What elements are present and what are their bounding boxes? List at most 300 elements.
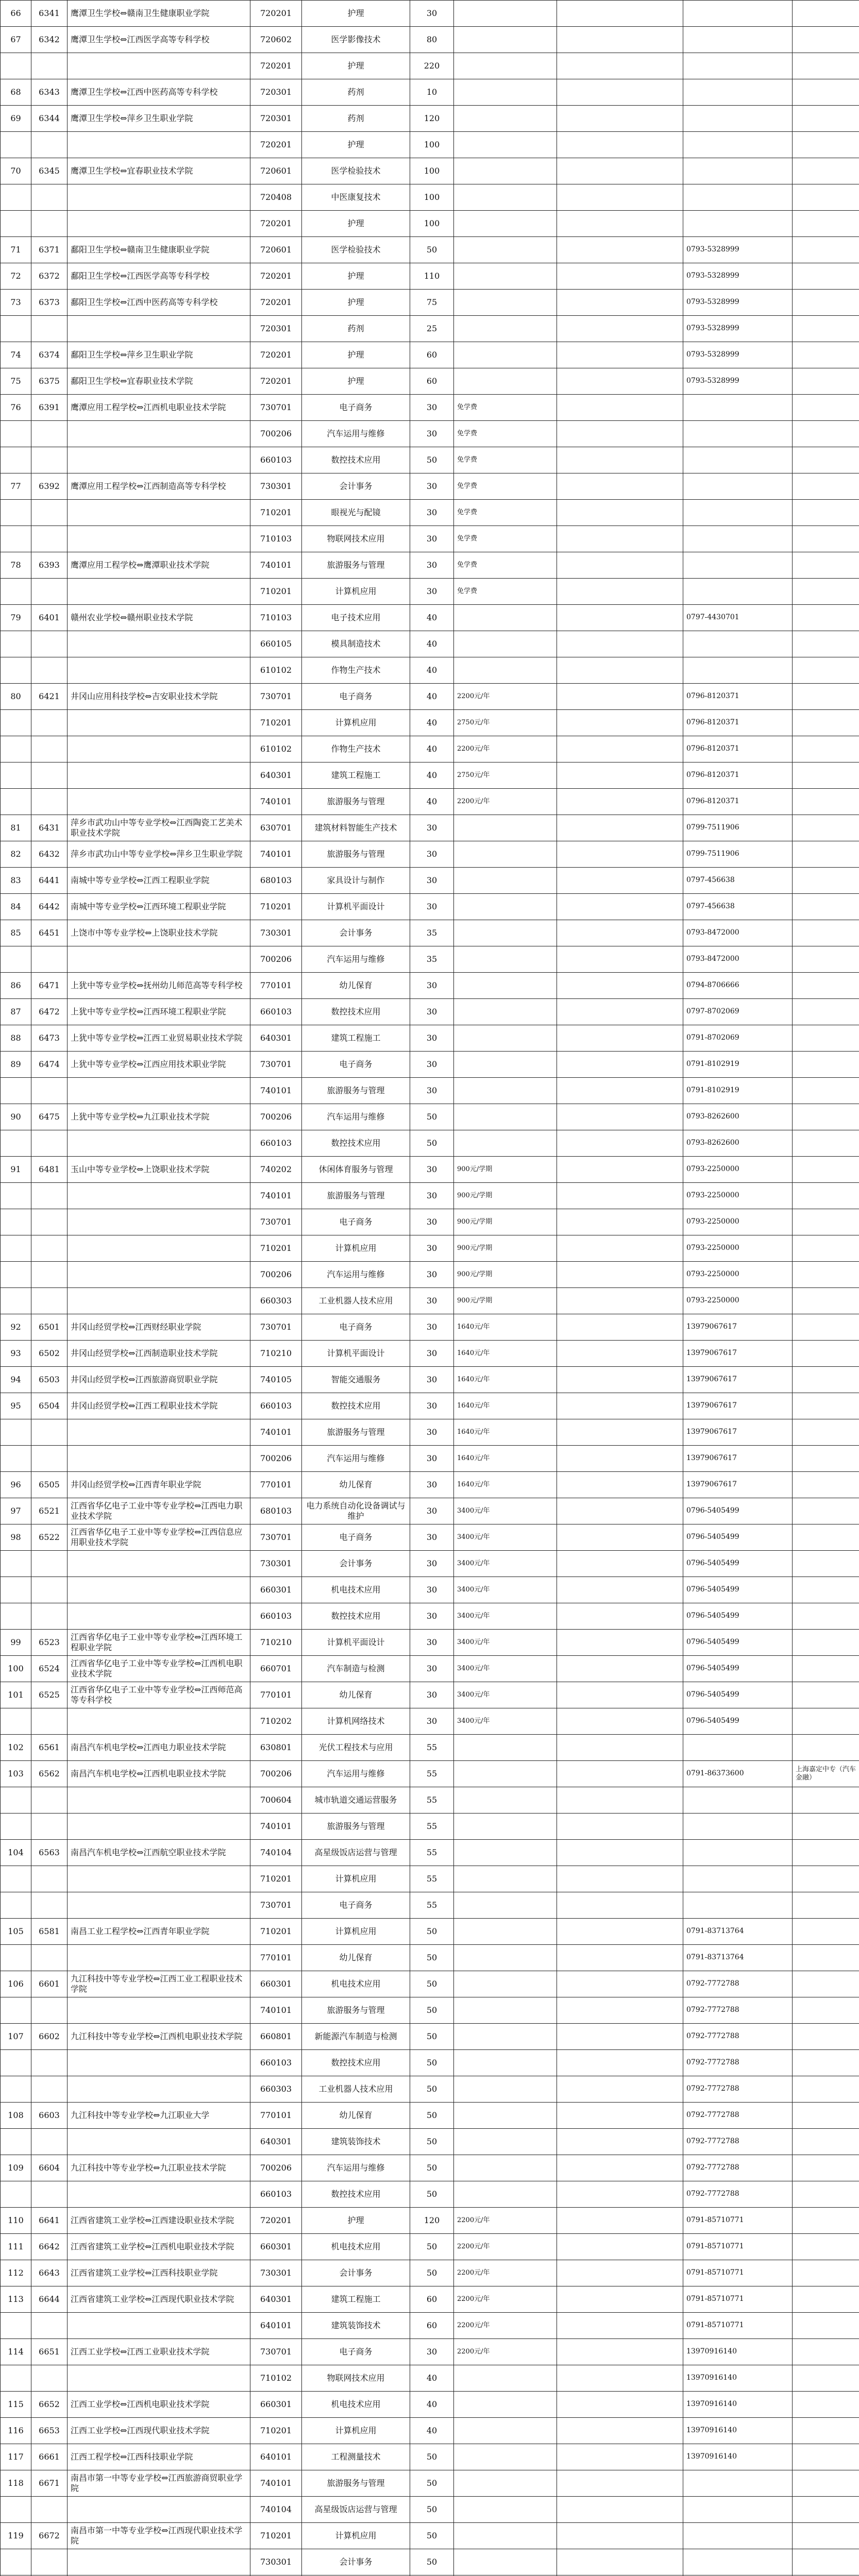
remarks-cell xyxy=(793,1288,859,1314)
accommodation-cell xyxy=(557,447,683,473)
school-pair-cell: 九江科技中等专业学校⇔江西工业工程职业技术学院 xyxy=(68,1971,250,1997)
school-pair-cell: 萍乡市武功山中等专业学校⇔萍乡卫生职业学院 xyxy=(68,841,250,868)
tuition-cell xyxy=(454,605,557,631)
table-row xyxy=(1,1419,859,1446)
table-row xyxy=(1,1183,859,1209)
school-pair-cell xyxy=(68,631,250,657)
school-pair-cell: 鄱阳卫生学校⇔赣南卫生健康职业学院 xyxy=(68,237,250,263)
row-index-cell: 118 xyxy=(1,2470,31,2497)
plan-count-cell: 50 xyxy=(410,2024,454,2050)
remarks-cell xyxy=(793,1157,859,1183)
table-row xyxy=(1,2549,859,2575)
accommodation-cell xyxy=(557,1919,683,1945)
school-code-cell: 6342 xyxy=(31,27,68,53)
school-code-cell xyxy=(31,789,68,815)
phone-cell xyxy=(683,184,793,211)
phone-cell: 0796-5405499 xyxy=(683,1656,793,1682)
row-index-cell: 106 xyxy=(1,1971,31,1997)
phone-cell xyxy=(683,2523,793,2549)
remarks-cell xyxy=(793,1735,859,1761)
accommodation-cell xyxy=(557,2208,683,2234)
accommodation-cell xyxy=(557,762,683,789)
school-code-cell: 6341 xyxy=(31,1,68,27)
row-index-cell: 97 xyxy=(1,1498,31,1524)
plan-count-cell: 30 xyxy=(410,1630,454,1656)
school-code-cell: 6524 xyxy=(31,1656,68,1682)
major-name-cell: 旅游服务与管理 xyxy=(302,1419,410,1446)
remarks-cell xyxy=(793,447,859,473)
tuition-cell xyxy=(454,2181,557,2208)
accommodation-cell xyxy=(557,1288,683,1314)
phone-cell xyxy=(683,579,793,605)
row-index-cell xyxy=(1,1419,31,1446)
table-row xyxy=(1,1840,859,1866)
row-index-cell: 113 xyxy=(1,2286,31,2313)
accommodation-cell xyxy=(557,631,683,657)
major-name-cell: 计算机平面设计 xyxy=(302,894,410,920)
remarks-cell xyxy=(793,1341,859,1367)
plan-count-cell: 30 xyxy=(410,868,454,894)
table-row xyxy=(1,1787,859,1814)
table-row xyxy=(1,2208,859,2234)
accommodation-cell xyxy=(557,2339,683,2365)
accommodation-cell xyxy=(557,2549,683,2575)
tuition-cell: 2200元/年 xyxy=(454,2286,557,2313)
tuition-cell xyxy=(454,1735,557,1761)
table-row xyxy=(1,1524,859,1551)
remarks-cell xyxy=(793,2260,859,2286)
row-index-cell xyxy=(1,1787,31,1814)
phone-cell: 0796-5405499 xyxy=(683,1682,793,1708)
school-code-cell xyxy=(31,946,68,973)
school-code-cell: 6441 xyxy=(31,868,68,894)
school-pair-cell xyxy=(68,1130,250,1157)
row-index-cell xyxy=(1,1235,31,1262)
remarks-cell xyxy=(793,1262,859,1288)
major-name-cell: 会计事务 xyxy=(302,2260,410,2286)
remarks-cell xyxy=(793,27,859,53)
tuition-cell xyxy=(454,2103,557,2129)
school-pair-cell xyxy=(68,946,250,973)
remarks-cell xyxy=(793,1630,859,1656)
plan-count-cell: 30 xyxy=(410,473,454,500)
school-pair-cell xyxy=(68,2076,250,2103)
major-name-cell: 高星级饭店运营与管理 xyxy=(302,1840,410,1866)
tuition-cell xyxy=(454,2497,557,2523)
school-pair-cell: 南昌工业工程学校⇔江西青年职业学院 xyxy=(68,1919,250,1945)
phone-cell: 0796-8120371 xyxy=(683,710,793,736)
table-row xyxy=(1,552,859,579)
major-name-cell: 药剂 xyxy=(302,106,410,132)
major-code-cell: 660103 xyxy=(250,2181,302,2208)
school-code-cell xyxy=(31,2076,68,2103)
row-index-cell: 119 xyxy=(1,2523,31,2549)
school-code-cell xyxy=(31,2313,68,2339)
major-name-cell: 智能交通服务 xyxy=(302,1367,410,1393)
major-code-cell: 630801 xyxy=(250,1735,302,1761)
plan-count-cell: 50 xyxy=(410,2470,454,2497)
phone-cell xyxy=(683,1735,793,1761)
remarks-cell xyxy=(793,1971,859,1997)
plan-count-cell: 30 xyxy=(410,1603,454,1630)
phone-cell xyxy=(683,631,793,657)
plan-count-cell: 30 xyxy=(410,1577,454,1603)
school-code-cell: 6481 xyxy=(31,1157,68,1183)
accommodation-cell xyxy=(557,500,683,526)
tuition-cell xyxy=(454,999,557,1025)
tuition-cell xyxy=(454,132,557,158)
plan-count-cell: 30 xyxy=(410,1472,454,1498)
plan-count-cell: 50 xyxy=(410,2549,454,2575)
row-index-cell xyxy=(1,2181,31,2208)
plan-count-cell: 30 xyxy=(410,1367,454,1393)
phone-cell: 0792-7772788 xyxy=(683,2103,793,2129)
tuition-cell: 免学费 xyxy=(454,526,557,552)
major-name-cell: 计算机网络技术 xyxy=(302,1708,410,1735)
remarks-cell xyxy=(793,2497,859,2523)
tuition-cell: 1640元/年 xyxy=(454,1367,557,1393)
table-row xyxy=(1,395,859,421)
major-name-cell: 电子商务 xyxy=(302,1209,410,1235)
major-code-cell: 710201 xyxy=(250,1235,302,1262)
plan-count-cell: 30 xyxy=(410,395,454,421)
table-row xyxy=(1,1708,859,1735)
plan-count-cell: 30 xyxy=(410,1708,454,1735)
major-code-cell: 700206 xyxy=(250,421,302,447)
tuition-cell xyxy=(454,2076,557,2103)
major-code-cell: 640301 xyxy=(250,2129,302,2155)
table-row xyxy=(1,579,859,605)
row-index-cell xyxy=(1,1262,31,1288)
table-row xyxy=(1,1209,859,1235)
row-index-cell: 94 xyxy=(1,1367,31,1393)
school-code-cell xyxy=(31,1708,68,1735)
school-code-cell: 6602 xyxy=(31,2024,68,2050)
phone-cell: 13979067617 xyxy=(683,1446,793,1472)
major-name-cell: 电子商务 xyxy=(302,2339,410,2365)
plan-count-cell: 120 xyxy=(410,106,454,132)
major-name-cell: 护理 xyxy=(302,263,410,290)
remarks-cell xyxy=(793,1945,859,1971)
school-pair-cell xyxy=(68,53,250,79)
major-code-cell: 710201 xyxy=(250,710,302,736)
table-row xyxy=(1,368,859,395)
major-code-cell: 720301 xyxy=(250,79,302,106)
plan-count-cell: 30 xyxy=(410,815,454,841)
major-name-cell: 工程测量技术 xyxy=(302,2444,410,2470)
major-name-cell: 旅游服务与管理 xyxy=(302,552,410,579)
remarks-cell xyxy=(793,841,859,868)
row-index-cell: 110 xyxy=(1,2208,31,2234)
row-index-cell: 83 xyxy=(1,868,31,894)
table-row xyxy=(1,2129,859,2155)
remarks-cell xyxy=(793,421,859,447)
school-pair-cell xyxy=(68,1814,250,1840)
accommodation-cell xyxy=(557,789,683,815)
table-row xyxy=(1,2339,859,2365)
accommodation-cell xyxy=(557,736,683,762)
remarks-cell xyxy=(793,1183,859,1209)
plan-count-cell: 40 xyxy=(410,736,454,762)
phone-cell xyxy=(683,1,793,27)
school-pair-cell: 江西省华亿电子工业中等专业学校⇔江西环境工程职业学院 xyxy=(68,1630,250,1656)
phone-cell xyxy=(683,1814,793,1840)
school-pair-cell: 玉山中等专业学校⇔上饶职业技术学院 xyxy=(68,1157,250,1183)
major-name-cell: 幼儿保育 xyxy=(302,973,410,999)
major-code-cell: 770101 xyxy=(250,1945,302,1971)
row-index-cell: 117 xyxy=(1,2444,31,2470)
remarks-cell xyxy=(793,1078,859,1104)
school-code-cell xyxy=(31,526,68,552)
table-row xyxy=(1,2260,859,2286)
major-code-cell: 630701 xyxy=(250,815,302,841)
school-code-cell: 6431 xyxy=(31,815,68,841)
major-code-cell: 740202 xyxy=(250,1157,302,1183)
accommodation-cell xyxy=(557,2392,683,2418)
phone-cell: 0793-2250000 xyxy=(683,1209,793,1235)
phone-cell: 0796-5405499 xyxy=(683,1630,793,1656)
remarks-cell xyxy=(793,946,859,973)
plan-count-cell: 30 xyxy=(410,579,454,605)
phone-cell: 13970916140 xyxy=(683,2339,793,2365)
table-row xyxy=(1,1814,859,1840)
accommodation-cell xyxy=(557,2103,683,2129)
phone-cell: 0793-2250000 xyxy=(683,1183,793,1209)
school-pair-cell: 上犹中等专业学校⇔江西应用技术职业学院 xyxy=(68,1052,250,1078)
plan-count-cell: 30 xyxy=(410,1183,454,1209)
major-code-cell: 720301 xyxy=(250,316,302,342)
school-pair-cell xyxy=(68,184,250,211)
phone-cell: 0791-85710771 xyxy=(683,2260,793,2286)
plan-count-cell: 30 xyxy=(410,1288,454,1314)
tuition-cell: 900元/学期 xyxy=(454,1157,557,1183)
school-pair-cell: 九江科技中等专业学校⇔九江职业大学 xyxy=(68,2103,250,2129)
phone-cell: 0792-7772788 xyxy=(683,2155,793,2181)
major-name-cell: 建筑材料智能生产技术 xyxy=(302,815,410,841)
table-row xyxy=(1,841,859,868)
remarks-cell xyxy=(793,1787,859,1814)
major-name-cell: 旅游服务与管理 xyxy=(302,2470,410,2497)
plan-count-cell: 30 xyxy=(410,1656,454,1682)
major-code-cell: 730701 xyxy=(250,1892,302,1919)
remarks-cell xyxy=(793,2050,859,2076)
tuition-cell xyxy=(454,973,557,999)
row-index-cell xyxy=(1,946,31,973)
major-code-cell: 700206 xyxy=(250,946,302,973)
admissions-plan-table-body xyxy=(1,1,859,2576)
major-code-cell: 770101 xyxy=(250,1472,302,1498)
remarks-cell xyxy=(793,2076,859,2103)
school-pair-cell: 上饶市中等专业学校⇔上饶职业技术学院 xyxy=(68,920,250,946)
major-code-cell: 660103 xyxy=(250,1393,302,1419)
school-code-cell xyxy=(31,1262,68,1288)
plan-count-cell: 55 xyxy=(410,1814,454,1840)
school-code-cell: 6442 xyxy=(31,894,68,920)
accommodation-cell xyxy=(557,2050,683,2076)
row-index-cell xyxy=(1,710,31,736)
accommodation-cell xyxy=(557,579,683,605)
plan-count-cell: 50 xyxy=(410,2155,454,2181)
accommodation-cell xyxy=(557,1551,683,1577)
remarks-cell xyxy=(793,290,859,316)
phone-cell: 0797-456638 xyxy=(683,894,793,920)
phone-cell: 0796-5405499 xyxy=(683,1498,793,1524)
accommodation-cell xyxy=(557,1735,683,1761)
row-index-cell xyxy=(1,1577,31,1603)
school-pair-cell xyxy=(68,657,250,684)
remarks-cell xyxy=(793,2103,859,2129)
major-name-cell: 眼视光与配镜 xyxy=(302,500,410,526)
school-code-cell: 6505 xyxy=(31,1472,68,1498)
accommodation-cell xyxy=(557,1130,683,1157)
accommodation-cell xyxy=(557,1997,683,2024)
school-pair-cell: 井冈山应用科技学校⇔吉安职业技术学院 xyxy=(68,684,250,710)
table-row xyxy=(1,1945,859,1971)
plan-count-cell: 60 xyxy=(410,342,454,368)
school-pair-cell xyxy=(68,1866,250,1892)
tuition-cell xyxy=(454,2050,557,2076)
school-code-cell xyxy=(31,710,68,736)
major-code-cell: 660701 xyxy=(250,1656,302,1682)
accommodation-cell xyxy=(557,1603,683,1630)
major-code-cell: 730701 xyxy=(250,684,302,710)
accommodation-cell xyxy=(557,1446,683,1472)
table-row xyxy=(1,2444,859,2470)
major-name-cell: 汽车运用与维修 xyxy=(302,421,410,447)
major-name-cell: 幼儿保育 xyxy=(302,1472,410,1498)
remarks-cell xyxy=(793,1656,859,1682)
remarks-cell xyxy=(793,1130,859,1157)
major-code-cell: 710201 xyxy=(250,500,302,526)
remarks-cell xyxy=(793,2523,859,2549)
remarks-cell xyxy=(793,158,859,184)
accommodation-cell xyxy=(557,1052,683,1078)
row-index-cell xyxy=(1,1892,31,1919)
row-index-cell: 107 xyxy=(1,2024,31,2050)
major-code-cell: 660103 xyxy=(250,1130,302,1157)
school-code-cell xyxy=(31,2129,68,2155)
tuition-cell xyxy=(454,2024,557,2050)
row-index-cell: 92 xyxy=(1,1314,31,1341)
school-pair-cell xyxy=(68,132,250,158)
remarks-cell xyxy=(793,1524,859,1551)
school-code-cell: 6581 xyxy=(31,1919,68,1945)
table-row xyxy=(1,1498,859,1524)
plan-count-cell: 30 xyxy=(410,1341,454,1367)
phone-cell: 13979067617 xyxy=(683,1419,793,1446)
table-row xyxy=(1,1551,859,1577)
major-code-cell: 740101 xyxy=(250,1814,302,1840)
school-code-cell xyxy=(31,631,68,657)
row-index-cell: 88 xyxy=(1,1025,31,1052)
tuition-cell: 3400元/年 xyxy=(454,1498,557,1524)
table-row xyxy=(1,79,859,106)
tuition-cell: 3400元/年 xyxy=(454,1682,557,1708)
remarks-cell xyxy=(793,2339,859,2365)
school-pair-cell xyxy=(68,579,250,605)
plan-count-cell: 10 xyxy=(410,79,454,106)
remarks-cell xyxy=(793,1472,859,1498)
major-name-cell: 计算机平面设计 xyxy=(302,1341,410,1367)
plan-count-cell: 40 xyxy=(410,710,454,736)
tuition-cell xyxy=(454,1078,557,1104)
remarks-cell xyxy=(793,2313,859,2339)
tuition-cell xyxy=(454,53,557,79)
tuition-cell xyxy=(454,368,557,395)
school-pair-cell xyxy=(68,421,250,447)
phone-cell: 13979067617 xyxy=(683,1367,793,1393)
phone-cell: 0791-86373600 xyxy=(683,1761,793,1787)
major-code-cell: 730701 xyxy=(250,1052,302,1078)
school-code-cell: 6451 xyxy=(31,920,68,946)
school-pair-cell xyxy=(68,2181,250,2208)
school-code-cell: 6502 xyxy=(31,1341,68,1367)
tuition-cell xyxy=(454,1787,557,1814)
row-index-cell: 68 xyxy=(1,79,31,106)
accommodation-cell xyxy=(557,1341,683,1367)
plan-count-cell: 30 xyxy=(410,421,454,447)
remarks-cell xyxy=(793,1104,859,1130)
school-code-cell: 6343 xyxy=(31,79,68,106)
row-index-cell xyxy=(1,631,31,657)
school-code-cell: 6472 xyxy=(31,999,68,1025)
table-row xyxy=(1,27,859,53)
major-name-cell: 护理 xyxy=(302,53,410,79)
major-name-cell: 旅游服务与管理 xyxy=(302,1997,410,2024)
plan-count-cell: 55 xyxy=(410,1892,454,1919)
school-pair-cell: 鹰潭卫生学校⇔江西医学高等专科学校 xyxy=(68,27,250,53)
accommodation-cell xyxy=(557,1630,683,1656)
major-name-cell: 新能源汽车制造与检测 xyxy=(302,2024,410,2050)
accommodation-cell xyxy=(557,263,683,290)
table-row xyxy=(1,1262,859,1288)
phone-cell: 0793-2250000 xyxy=(683,1288,793,1314)
major-code-cell: 710201 xyxy=(250,1919,302,1945)
major-name-cell: 计算机应用 xyxy=(302,579,410,605)
row-index-cell xyxy=(1,1708,31,1735)
phone-cell: 0793-5328999 xyxy=(683,316,793,342)
major-code-cell: 730701 xyxy=(250,1209,302,1235)
plan-count-cell: 30 xyxy=(410,1052,454,1078)
school-pair-cell: 南城中等专业学校⇔江西环境工程职业学院 xyxy=(68,894,250,920)
phone-cell xyxy=(683,158,793,184)
school-pair-cell xyxy=(68,1708,250,1735)
school-pair-cell xyxy=(68,1577,250,1603)
phone-cell: 0793-5328999 xyxy=(683,237,793,263)
phone-cell: 0791-85710771 xyxy=(683,2208,793,2234)
major-name-cell: 幼儿保育 xyxy=(302,1682,410,1708)
tuition-cell xyxy=(454,2523,557,2549)
school-pair-cell xyxy=(68,2365,250,2392)
school-pair-cell xyxy=(68,2549,250,2575)
tuition-cell: 3400元/年 xyxy=(454,1577,557,1603)
row-index-cell xyxy=(1,762,31,789)
tuition-cell xyxy=(454,1052,557,1078)
row-index-cell: 77 xyxy=(1,473,31,500)
school-code-cell: 6651 xyxy=(31,2339,68,2365)
phone-cell: 0792-7772788 xyxy=(683,1997,793,2024)
phone-cell: 13970916140 xyxy=(683,2418,793,2444)
tuition-cell xyxy=(454,2549,557,2575)
major-name-cell: 护理 xyxy=(302,1,410,27)
major-code-cell: 640101 xyxy=(250,2444,302,2470)
phone-cell xyxy=(683,2470,793,2497)
accommodation-cell xyxy=(557,395,683,421)
school-code-cell xyxy=(31,579,68,605)
school-code-cell xyxy=(31,211,68,237)
phone-cell: 0793-5328999 xyxy=(683,263,793,290)
major-name-cell: 旅游服务与管理 xyxy=(302,1183,410,1209)
